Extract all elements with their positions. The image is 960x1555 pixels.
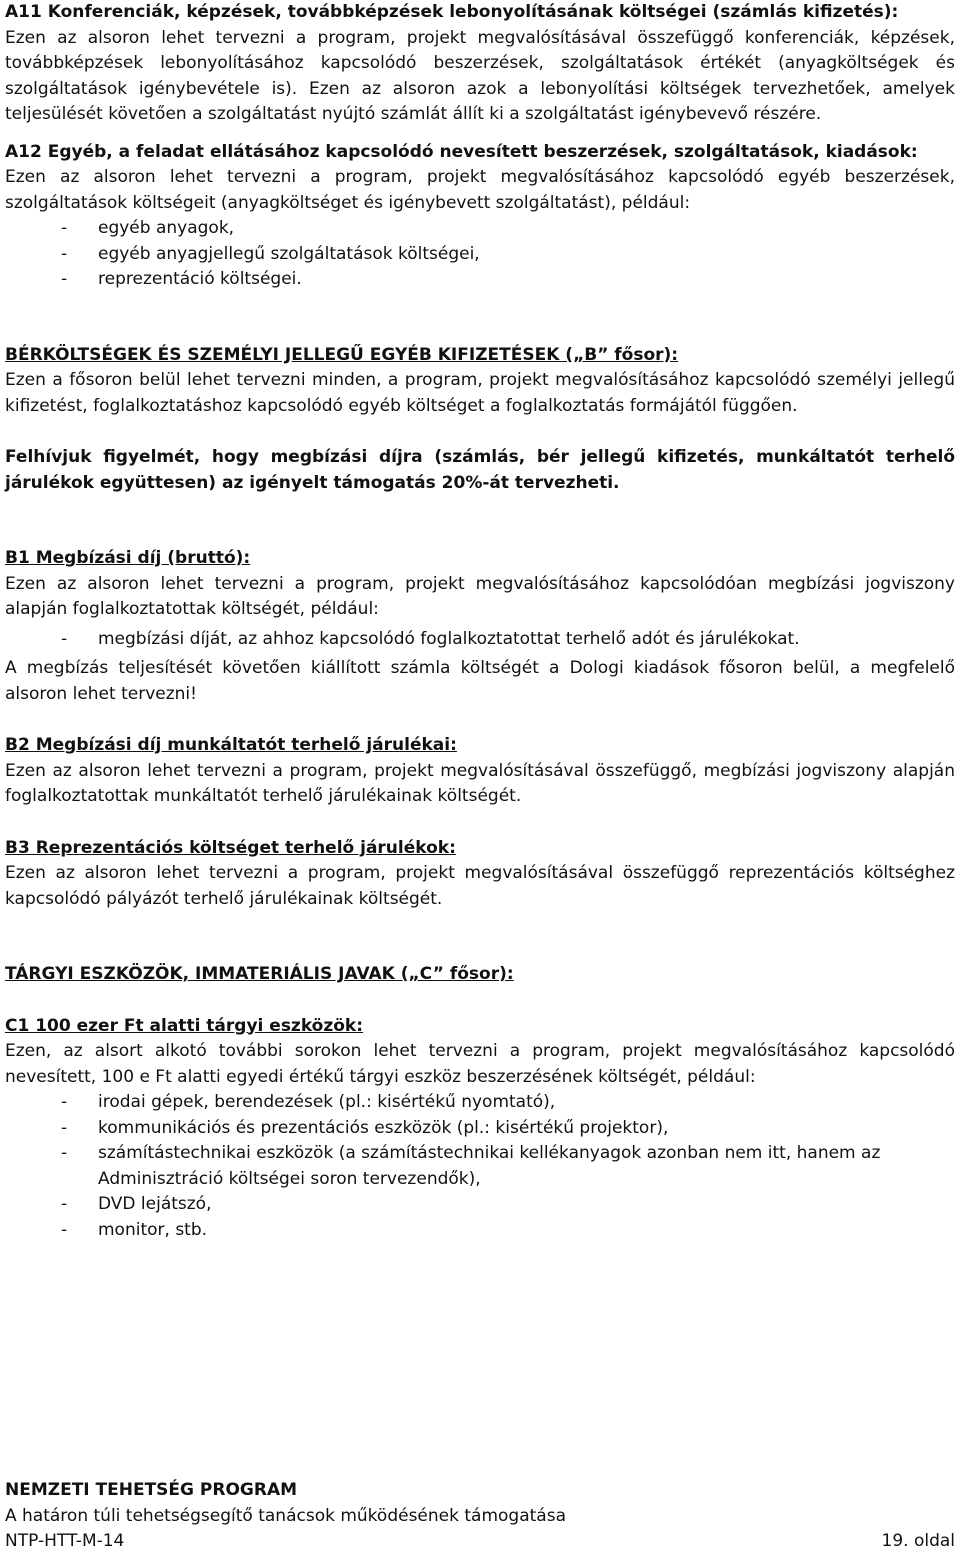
section-b1-text: Ezen az alsoron lehet tervezni a program, projekt megvalósításához kapcsolódóan megbízási jogviszony alapján foglalkoztatottak költségét, például: bbox=[5, 573, 955, 619]
list-item: - monitor, stb. bbox=[5, 1218, 955, 1244]
section-b-main-title: BÉRKÖLTSÉGEK ÉS SZEMÉLYI JELLEGŰ EGYÉB KIFIZETÉSEK („B” fősor): bbox=[5, 344, 679, 365]
list-dash: - bbox=[61, 269, 68, 289]
footer-page-number: 19. oldal bbox=[881, 1531, 955, 1551]
section-a12-list bbox=[5, 216, 955, 293]
list-item: - irodai gépek, berendezések (pl.: kisértékű nyomtató), bbox=[5, 1090, 955, 1116]
section-b1 bbox=[5, 546, 955, 707]
section-b3-text: Ezen az alsoron lehet tervezni a program, projekt megvalósításával összefüggő reprezentációs költséghez kapcsolódó pályázót terhelő járulékainak költségét. bbox=[5, 863, 955, 909]
list-dash: - bbox=[61, 1143, 68, 1163]
document-page bbox=[5, 0, 955, 1243]
section-b2 bbox=[5, 733, 955, 810]
list-dash: - bbox=[61, 1194, 68, 1214]
section-c1-title: C1 100 ezer Ft alatti tárgyi eszközök: bbox=[5, 1015, 364, 1036]
list-item: - DVD lejátszó, bbox=[5, 1192, 955, 1218]
list-dash: - bbox=[61, 1092, 68, 1112]
section-c1 bbox=[5, 1014, 955, 1244]
section-b2-text: Ezen az alsoron lehet tervezni a program, projekt megvalósításával összefüggő, megbízási jogviszony alapján foglalkoztatottak munkáltatót terhelő járulékainak költségét. bbox=[5, 760, 955, 806]
notice-paragraph: Felhívjuk figyelmét, hogy megbízási díjra (számlás, bér jellegű kifizetés, munkáltatót terhelő járulékok együttesen) az igényelt támogatás 20%-át tervezheti. bbox=[5, 447, 955, 493]
footer-subtitle: A határon túli tehetségsegítő tanácsok működésének támogatása bbox=[5, 1505, 566, 1526]
list-dash: - bbox=[61, 243, 68, 264]
list-dash: - bbox=[61, 628, 68, 649]
section-a11 bbox=[5, 0, 955, 128]
list-dash: - bbox=[61, 1117, 68, 1138]
section-a12-text: Ezen az alsoron lehet tervezni a program, projekt megvalósításához kapcsolódó egyéb beszerzések, szolgáltatások költségeit (anyagköltséget és igénybevett szolgáltatást), például: bbox=[5, 167, 955, 213]
section-a11-title: A11 Konferenciák, képzések, továbbképzések lebonyolításának költségei (számlás kifizetés): bbox=[5, 2, 899, 22]
list-item: - egyéb anyagjellegű szolgáltatások költségei, bbox=[5, 242, 955, 268]
section-b1-after: A megbízás teljesítését követően kiállított számla költségét a Dologi kiadások fősoron belül, a megfelelő alsoron lehet tervezni! bbox=[5, 658, 955, 704]
section-b-main-text: Ezen a fősoron belül lehet tervezni minden, a program, projekt megvalósításához kapcsolódó személyi jellegű kifizetést, foglalkoztatáshoz kapcsolódó egyéb költséget a foglalkoztatás formájától függően. bbox=[5, 370, 955, 416]
footer-row bbox=[5, 1529, 955, 1555]
section-a12-title: A12 Egyéb, a feladat ellátásához kapcsolódó nevesített beszerzések, szolgáltatások, kiadások: bbox=[5, 141, 918, 162]
section-b-main bbox=[5, 343, 955, 420]
list-item: - megbízási díját, az ahhoz kapcsolódó foglalkoztatottat terhelő adót és járulékokat. bbox=[5, 627, 955, 653]
section-b1-title: B1 Megbízási díj (bruttó): bbox=[5, 548, 251, 568]
section-a11-text: Ezen az alsoron lehet tervezni a program, projekt megvalósításával összefüggő konferenciák, képzések, továbbképzések lebonyolításához kapcsolódó beszerzések, szolgáltatások értékét (anyagköltségek és szolgáltatások igénybevétele is). Ezen az alsoron azok a lebonyolítási költségek tervezhetőek, amelyek teljesülését követően a szolgáltatást nyújtó számlát állít ki a szolgáltatást igénybevevő részére. bbox=[5, 27, 955, 124]
list-item: - reprezentáció költségei. bbox=[5, 267, 955, 293]
section-b3 bbox=[5, 836, 955, 913]
section-b1-list bbox=[5, 627, 955, 653]
list-item: - kommunikációs és prezentációs eszközök (pl.: kisértékű projektor), bbox=[5, 1116, 955, 1142]
section-c1-list bbox=[5, 1090, 955, 1243]
list-dash: - bbox=[61, 1219, 68, 1240]
list-item: - számítástechnikai eszközök (a számítástechnikai kellékanyagok azonban nem itt, hanem az Adminisztráció költségei soron tervezendők), bbox=[61, 1143, 881, 1189]
section-a12 bbox=[5, 140, 955, 293]
footer-program: NEMZETI TEHETSÉG PROGRAM bbox=[5, 1480, 298, 1500]
page-footer bbox=[5, 1478, 955, 1555]
list-dash: - bbox=[61, 218, 68, 238]
section-c1-text: Ezen, az alsort alkotó további sorokon lehet tervezni a program, projekt megvalósításához kapcsolódó nevesített, 100 e Ft alatti egyedi értékű tárgyi eszköz beszerzésének költségét, például: bbox=[5, 1041, 955, 1087]
section-b3-title: B3 Reprezentációs költséget terhelő járulékok: bbox=[5, 837, 456, 858]
section-b2-title: B2 Megbízási díj munkáltatót terhelő járulékai: bbox=[5, 735, 457, 755]
section-c-main-title: TÁRGYI ESZKÖZÖK, IMMATERIÁLIS JAVAK („C” fősor): bbox=[5, 964, 514, 984]
footer-code: NTP-HTT-M-14 bbox=[5, 1531, 125, 1551]
list-item: - egyéb anyagok, bbox=[5, 216, 955, 242]
